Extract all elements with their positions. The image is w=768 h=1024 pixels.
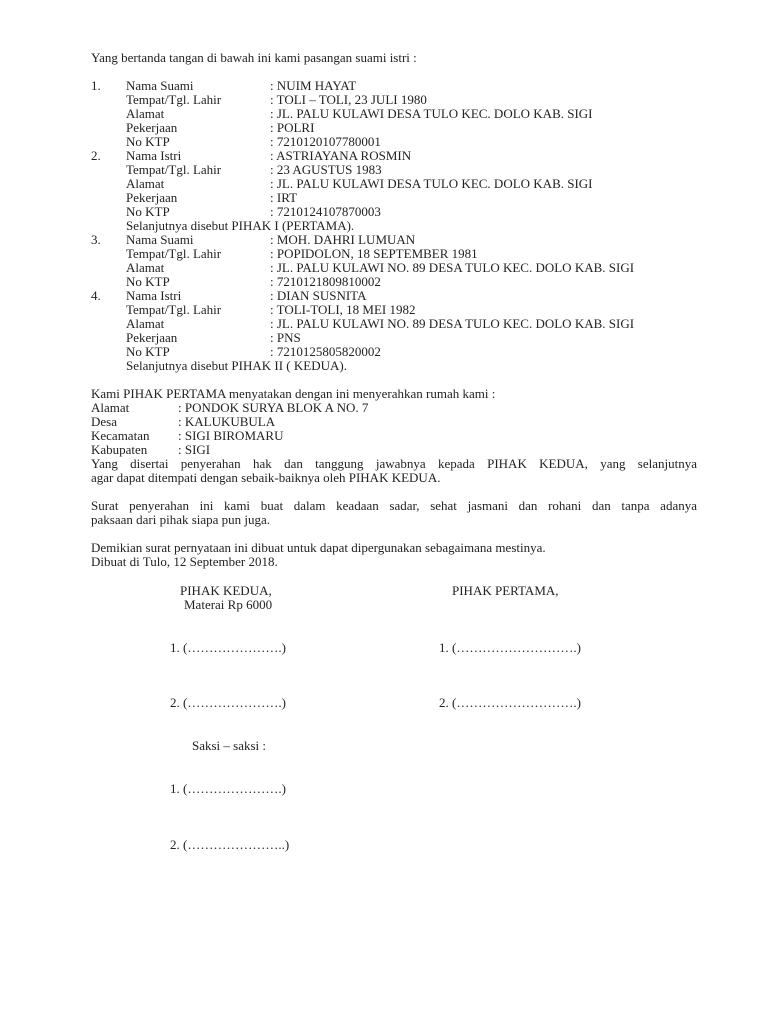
field-value: : TOLI – TOLI, 23 JULI 1980 [270, 92, 427, 107]
field-value: : PNS [270, 330, 301, 345]
party-number: 3. [91, 232, 101, 247]
party-number: 4. [91, 288, 101, 303]
signature-line-saksi-1: 1. (………………….) [170, 781, 286, 796]
field-label: Nama Istri [126, 148, 182, 163]
field-label: Alamat [126, 176, 165, 191]
pihak-kedua-title: PIHAK KEDUA, [180, 583, 272, 598]
field-label: Alamat [126, 260, 165, 275]
field-value: : DIAN SUSNITA [270, 288, 367, 303]
field-value: : 23 AGUSTUS 1983 [270, 162, 382, 177]
closing-text: Demikian surat pernyataan ini dibuat untuk dapat dipergunakan sebagaimana mestinya. [91, 540, 546, 555]
field-label: Nama Suami [126, 78, 194, 93]
pihak-pertama-title: PIHAK PERTAMA, [452, 583, 559, 598]
pihak1-note: Selanjutnya disebut PIHAK I (PERTAMA). [126, 218, 355, 233]
field-label: No KTP [126, 274, 170, 289]
statement-paragraph-line: Surat penyerahan ini kami buat dalam keadaan sadar, sehat jasmani dan rohani dan tanpa adanya [91, 498, 697, 513]
field-value: : JL. PALU KULAWI DESA TULO KEC. DOLO KAB. SIGI [270, 176, 593, 191]
field-value: : 7210124107870003 [270, 204, 381, 219]
field-value: : POPIDOLON, 18 SEPTEMBER 1981 [270, 246, 478, 261]
materai-note: Materai Rp 6000 [184, 597, 273, 612]
field-value: : 7210120107780001 [270, 134, 381, 149]
house-value: : PONDOK SURYA BLOK A NO. 7 [178, 400, 369, 415]
field-value: : JL. PALU KULAWI NO. 89 DESA TULO KEC. DOLO KAB. SIGI [270, 316, 635, 331]
rights-paragraph-line: agar dapat ditempati dengan sebaik-baiknya oleh PIHAK KEDUA. [91, 470, 441, 485]
field-value: : 7210121809810002 [270, 274, 381, 289]
field-value: : 7210125805820002 [270, 344, 381, 359]
party-number: 1. [91, 78, 101, 93]
field-value: : IRT [270, 190, 298, 205]
house-label: Kabupaten [91, 442, 148, 457]
field-value: : NUIM HAYAT [270, 78, 357, 93]
field-value: : ASTRIAYANA ROSMIN [270, 148, 412, 163]
field-label: Pekerjaan [126, 330, 178, 345]
field-label: Pekerjaan [126, 120, 178, 135]
field-label: No KTP [126, 134, 170, 149]
field-value: : MOH. DAHRI LUMUAN [270, 232, 416, 247]
field-label: Alamat [126, 106, 165, 121]
field-label: Tempat/Tgl. Lahir [126, 302, 222, 317]
field-label: Pekerjaan [126, 190, 178, 205]
field-label: Tempat/Tgl. Lahir [126, 92, 222, 107]
handover-intro: Kami PIHAK PERTAMA menyatakan dengan ini menyerahkan rumah kami : [91, 386, 496, 401]
signature-line-kedua-2: 2. (………………….) [170, 695, 286, 710]
party-number: 2. [91, 148, 101, 163]
field-label: Tempat/Tgl. Lahir [126, 162, 222, 177]
field-label: Nama Istri [126, 288, 182, 303]
signature-line-saksi-2: 2. (…………………..) [170, 837, 290, 852]
field-value: : JL. PALU KULAWI DESA TULO KEC. DOLO KAB. SIGI [270, 106, 593, 121]
house-value: : SIGI BIROMARU [178, 428, 284, 443]
house-value: : SIGI [178, 442, 211, 457]
house-label: Alamat [91, 400, 130, 415]
field-label: No KTP [126, 204, 170, 219]
field-label: Alamat [126, 316, 165, 331]
signature-line-kedua-1: 1. (………………….) [170, 640, 286, 655]
rights-paragraph-line: Yang disertai penyerahan hak dan tanggung jawabnya kepada PIHAK KEDUA, yang selanjutnya [91, 456, 697, 471]
house-label: Kecamatan [91, 428, 150, 443]
pihak2-note: Selanjutnya disebut PIHAK II ( KEDUA). [126, 358, 347, 373]
house-value: : KALUKUBULA [178, 414, 276, 429]
field-value: : JL. PALU KULAWI NO. 89 DESA TULO KEC. DOLO KAB. SIGI [270, 260, 635, 275]
house-label: Desa [91, 414, 117, 429]
field-label: No KTP [126, 344, 170, 359]
signature-line-pertama-2: 2. (……………………….) [439, 695, 581, 710]
statement-paragraph-line: paksaan dari pihak siapa pun juga. [91, 512, 271, 527]
field-label: Nama Suami [126, 232, 194, 247]
field-value: : POLRI [270, 120, 315, 135]
field-value: : TOLI-TOLI, 18 MEI 1982 [270, 302, 416, 317]
field-label: Tempat/Tgl. Lahir [126, 246, 222, 261]
saksi-title: Saksi – saksi : [192, 738, 267, 753]
place-date: Dibuat di Tulo, 12 September 2018. [91, 554, 278, 569]
intro-text: Yang bertanda tangan di bawah ini kami pasangan suami istri : [91, 50, 417, 65]
signature-line-pertama-1: 1. (……………………….) [439, 640, 581, 655]
